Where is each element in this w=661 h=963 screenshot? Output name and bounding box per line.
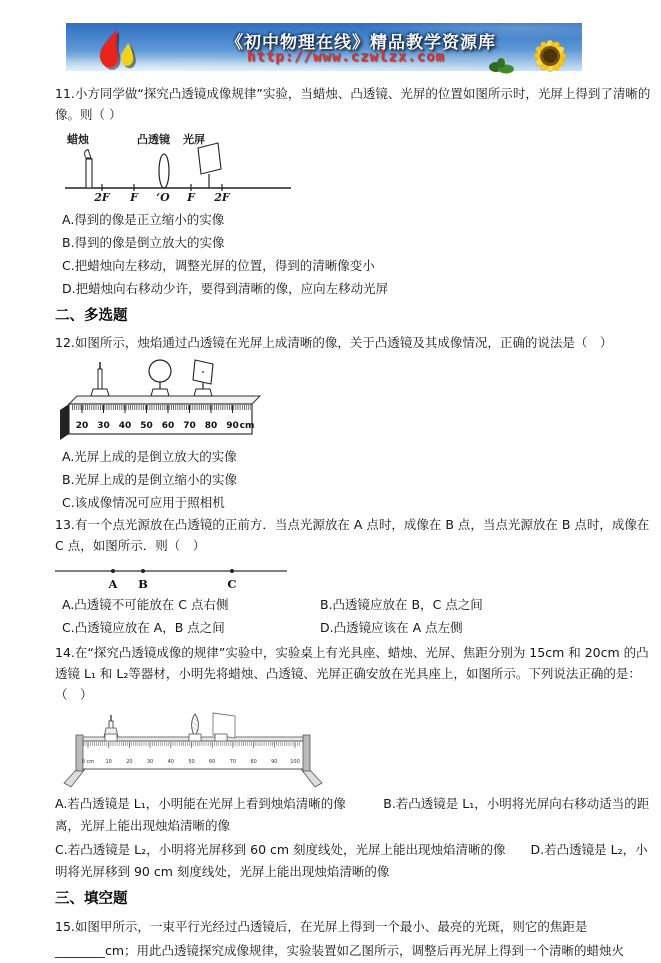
q14-options-cd: C.若凸透镜是 L₂，小明将光屏移到 60 cm 刻度线处，光屏上能出现烛焰清晰的像 D.若凸透镜是 L₂，小明将光屏移到 90 cm 刻度线处，光屏上能出现烛焰清晰的像 — [55, 842, 648, 879]
q13-option-d: D.凸透镜应该在 A 点左侧 — [320, 620, 463, 635]
q13-option-c: C.凸透镜应放在 A，B 点之间 — [62, 620, 225, 635]
bench-right-post — [303, 735, 310, 771]
point-b-dot — [141, 569, 145, 573]
site-logo-flame-icon — [92, 26, 140, 70]
ruler-number: 60 — [161, 421, 175, 431]
ruler-number: 90 — [226, 421, 239, 431]
q14-options-ab: A.若凸透镜是 L₁，小明能在光屏上看到烛焰清晰的像 B.若凸透镜是 L₁，小明将光屏向右移动适当的距离，光屏上能出现烛焰清晰的像 — [55, 796, 650, 833]
screen-label: 光屏 — [183, 133, 205, 146]
lens-icon — [149, 360, 171, 396]
ruler-unit: cm — [239, 421, 255, 431]
candle-label: 蜡烛 — [67, 133, 89, 146]
optical-bench-diagram-q12 — [57, 356, 309, 444]
screen-icon — [193, 360, 213, 396]
question-14-text: 14.在“探究凸透镜成像的规律”实验中，实验桌上有光具座、蜡烛、光屏、焦距分别为 15cm 和 20cm 的凸透镜 L₁ 和 L₂等器材，小明先将蜡烛、凸透镜、光屏正确安放在光具座上，如图所示。下列说法正确的是：（ ） — [55, 645, 649, 702]
banner-title: 《初中物理在线》精品教学资源库 — [226, 33, 496, 53]
candle-icon — [91, 362, 109, 396]
bench-left-cap — [60, 404, 69, 440]
bench-right-leg — [301, 769, 322, 787]
q13-option-b: B.凸透镜应放在 B，C 点之间 — [320, 597, 483, 612]
ruler-number: 40 — [167, 759, 174, 765]
ruler-number: 50 — [140, 421, 153, 431]
q13-option-a: A.凸透镜不可能放在 C 点右侧 — [62, 597, 229, 612]
worksheet-page — [0, 23, 661, 959]
plant-icon — [488, 55, 516, 73]
bench-left-leg — [64, 769, 85, 787]
ruler-number: 50 — [188, 759, 195, 765]
q11-option-d: D.把蜡烛向右移动少许，要得到清晰的像，应向左移动光屏 — [62, 281, 389, 296]
site-banner — [66, 23, 582, 71]
ruler-number: 30 — [146, 759, 154, 765]
lens-axis-diagram-q11 — [59, 131, 299, 205]
screen-icon — [198, 143, 221, 188]
ruler-number: 100 — [290, 759, 300, 765]
question-11-text: 11.小方同学做“探究凸透镜成像规律”实验，当蜡烛、凸透镜、光屏的位置如图所示时，光屏上得到了清晰的像。则（ ） — [55, 86, 651, 122]
ruler-number: 70 — [183, 421, 196, 431]
candle-icon — [104, 715, 118, 741]
q13-options — [55, 593, 656, 639]
ruler-number: 90 — [271, 759, 278, 765]
point-a-label: A — [108, 577, 118, 591]
ruler-minor-ticks — [71, 405, 251, 410]
axis-label-2f-right: 2F — [214, 191, 230, 204]
point-c-label: C — [227, 577, 237, 591]
ruler-number: 40 — [118, 421, 132, 431]
ruler-number: 20 — [126, 759, 133, 765]
points-line-diagram-q13 — [55, 563, 291, 591]
question-13-text: 13.有一个点光源放在凸透镜的正前方．当点光源放在 A 点时，成像在 B 点，当点光源放在 B 点时，成像在 C 点，如图所示．则（ ） — [55, 517, 650, 553]
point-b-label: B — [138, 577, 148, 591]
axis-label-f-left: F — [130, 191, 138, 204]
ruler-number: 0 cm — [81, 759, 95, 765]
q12-option-a: A.光屏上成的是倒立放大的实像 — [62, 449, 237, 464]
q12-option-b: B.光屏上成的是倒立缩小的实像 — [62, 472, 238, 487]
ruler-number: 30 — [97, 421, 110, 431]
q12-option-c: C.该成像情况可应用于照相机 — [62, 495, 225, 510]
axis-label-2f-left: 2F — [94, 191, 110, 204]
axis-label-o: ‘O — [156, 191, 170, 204]
lens-label: 凸透镜 — [137, 133, 170, 146]
sunflower-icon — [516, 28, 578, 76]
ruler-number: 70 — [229, 759, 237, 765]
q11-option-c: C.把蜡烛向左移动，调整光屏的位置，得到的清晰像变小 — [62, 258, 375, 273]
ruler-minor-ticks — [83, 742, 301, 746]
axis-label-f-right: F — [187, 191, 195, 204]
candle-icon — [85, 150, 92, 189]
question-15-line1: 15.如图甲所示，一束平行光经过凸透镜后，在光屏上得到一个最小、最亮的光斑，则它的焦距是 — [55, 919, 588, 934]
question-12-text: 12.如图所示，烛焰通过凸透镜在光屏上成清晰的像，关于凸透镜及其成像情况，正确的说法是（ ） — [55, 335, 613, 350]
ruler-number: 80 — [204, 421, 218, 431]
bench-left-post — [76, 735, 83, 771]
section-heading-multi-choice: 二、多选题 — [55, 308, 128, 324]
lens-icon — [159, 154, 169, 188]
section-heading-fill-blank: 三、填空题 — [55, 891, 128, 907]
worksheet-content — [55, 83, 656, 963]
bench-top-face — [69, 396, 260, 404]
ruler-number: 20 — [75, 421, 89, 431]
q11-option-b: B.得到的像是倒立放大的实像 — [62, 235, 225, 250]
ruler-number: 60 — [209, 759, 216, 765]
point-c-dot — [230, 569, 234, 573]
question-15-line2: ________cm；用此凸透镜探究成像规律，实验装置如乙图所示，调整后再光屏上得到一个清晰的蜡烛火 — [55, 943, 625, 958]
optical-bench-diagram-q14 — [63, 713, 383, 791]
point-a-dot — [111, 569, 115, 573]
ruler-number: 80 — [250, 759, 257, 765]
screen-icon — [213, 713, 235, 741]
lens-icon — [189, 714, 201, 741]
banner-url-link[interactable]: http://www.czwlzx.com — [246, 49, 445, 65]
ruler-number: 10 — [105, 759, 112, 765]
q11-option-a: A.得到的像是正立缩小的实像 — [62, 212, 225, 227]
